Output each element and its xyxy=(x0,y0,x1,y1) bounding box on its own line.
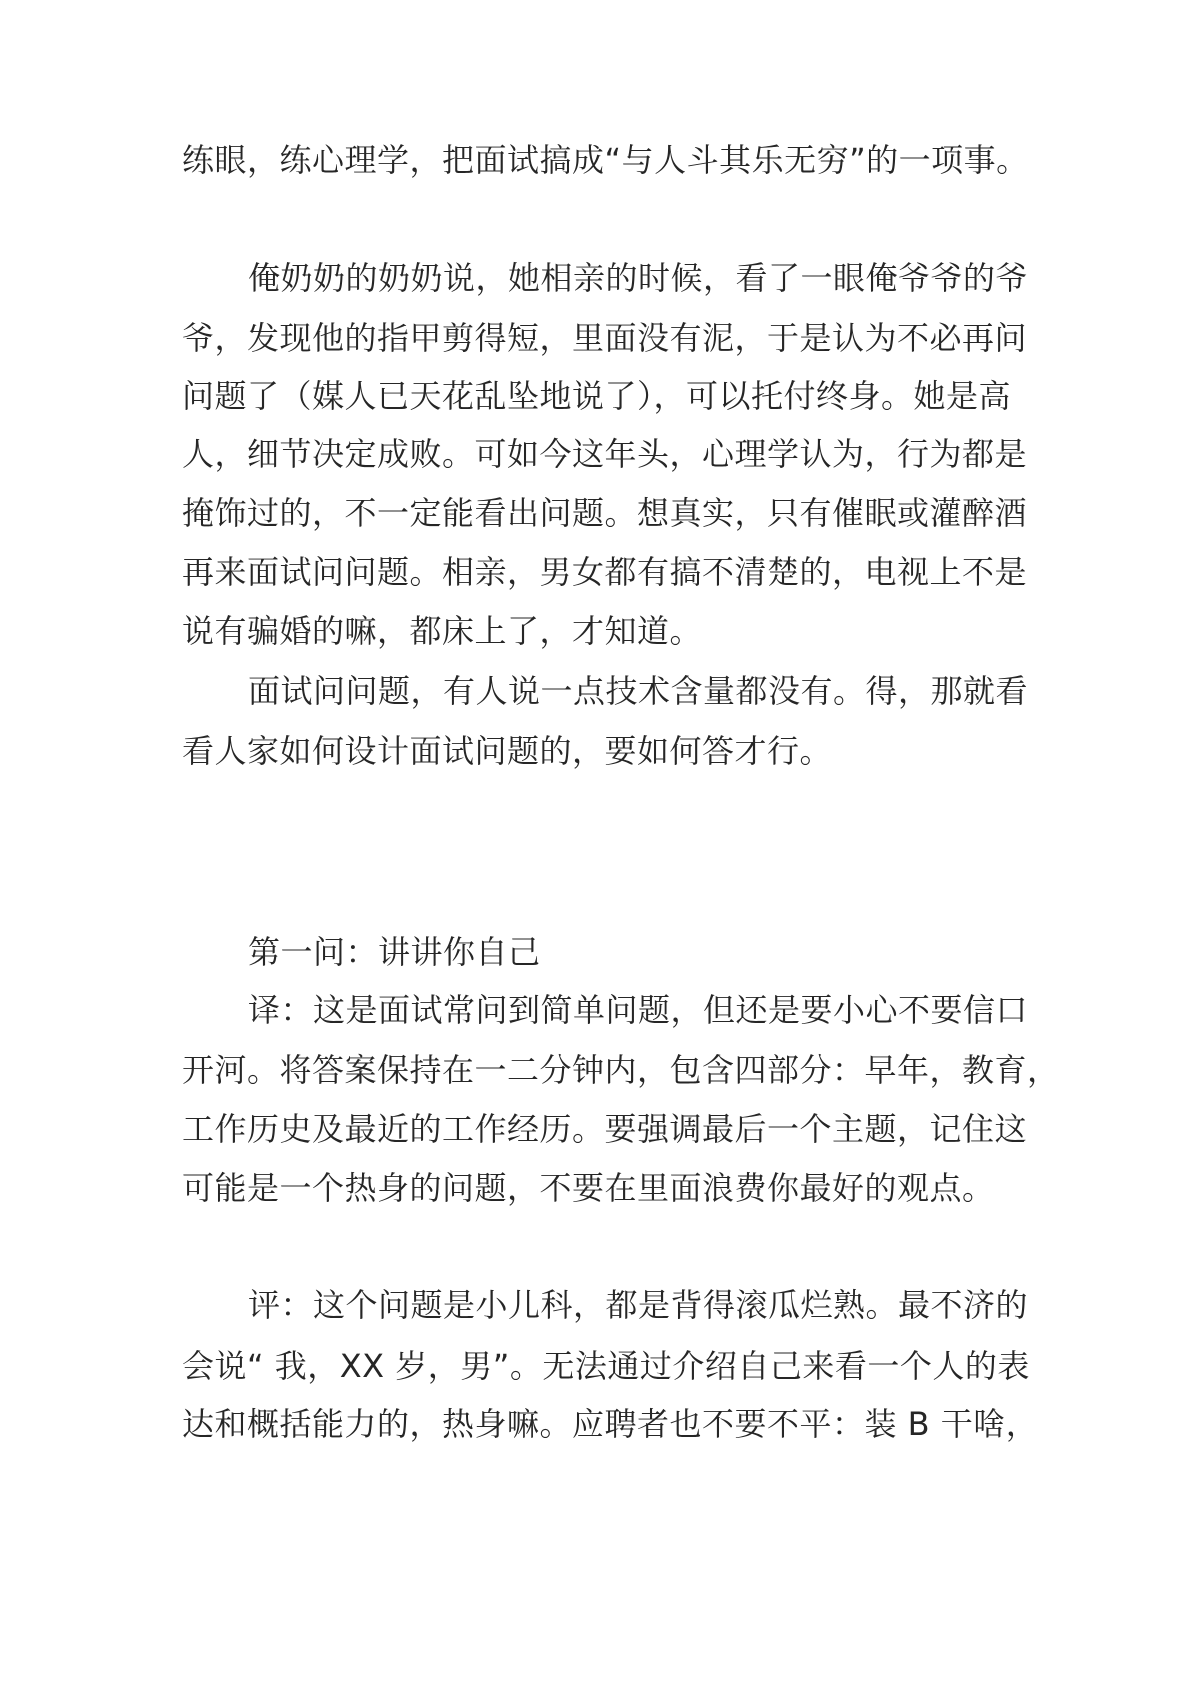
text-line: 评：这个问题是小儿科，都是背得滚瓜烂熟。最不济的 xyxy=(248,1286,1029,1324)
text-line: 看人家如何设计面试问题的，要如何答才行。 xyxy=(182,732,833,770)
text-line: 面试问问题，有人说一点技术含量都没有。得，那就看 xyxy=(248,672,1029,710)
text-line: 练眼，练心理学，把面试搞成“与人斗其乐无穷”的一项事。 xyxy=(182,141,1029,179)
text-line: 开河。将答案保持在一二分钟内，包含四部分：早年，教育， xyxy=(182,1051,1060,1089)
text-line: 达和概括能力的，热身嘛。应聘者也不要不平：装 B 干啥， xyxy=(182,1405,1039,1443)
section-heading: 第一问：讲讲你自己 xyxy=(248,933,541,971)
text-line: 工作历史及最近的工作经历。要强调最后一个主题，记住这 xyxy=(182,1110,1028,1148)
text-line: 说有骗婚的嘛，都床上了，才知道。 xyxy=(182,612,703,650)
text-line: 问题了（媒人已天花乱坠地说了），可以托付终身。她是高 xyxy=(182,377,1012,415)
text-line: 俺奶奶的奶奶说，她相亲的时候，看了一眼俺爷爷的爷 xyxy=(248,259,1029,297)
text-line: 可能是一个热身的问题，不要在里面浪费你最好的观点。 xyxy=(182,1169,995,1207)
text-line: 爷，发现他的指甲剪得短，里面没有泥，于是认为不必再问 xyxy=(182,319,1028,357)
text-line: 掩饰过的，不一定能看出问题。想真实，只有催眠或灌醉酒 xyxy=(182,494,1028,532)
text-line: 人，细节决定成败。可如今这年头，心理学认为，行为都是 xyxy=(182,435,1028,473)
text-line: 会说“ 我，XX 岁，男”。无法通过介绍自己来看一个人的表 xyxy=(182,1347,1030,1385)
text-line: 译：这是面试常问到简单问题，但还是要小心不要信口 xyxy=(248,991,1029,1029)
text-line: 再来面试问问题。相亲，男女都有搞不清楚的，电视上不是 xyxy=(182,553,1028,591)
